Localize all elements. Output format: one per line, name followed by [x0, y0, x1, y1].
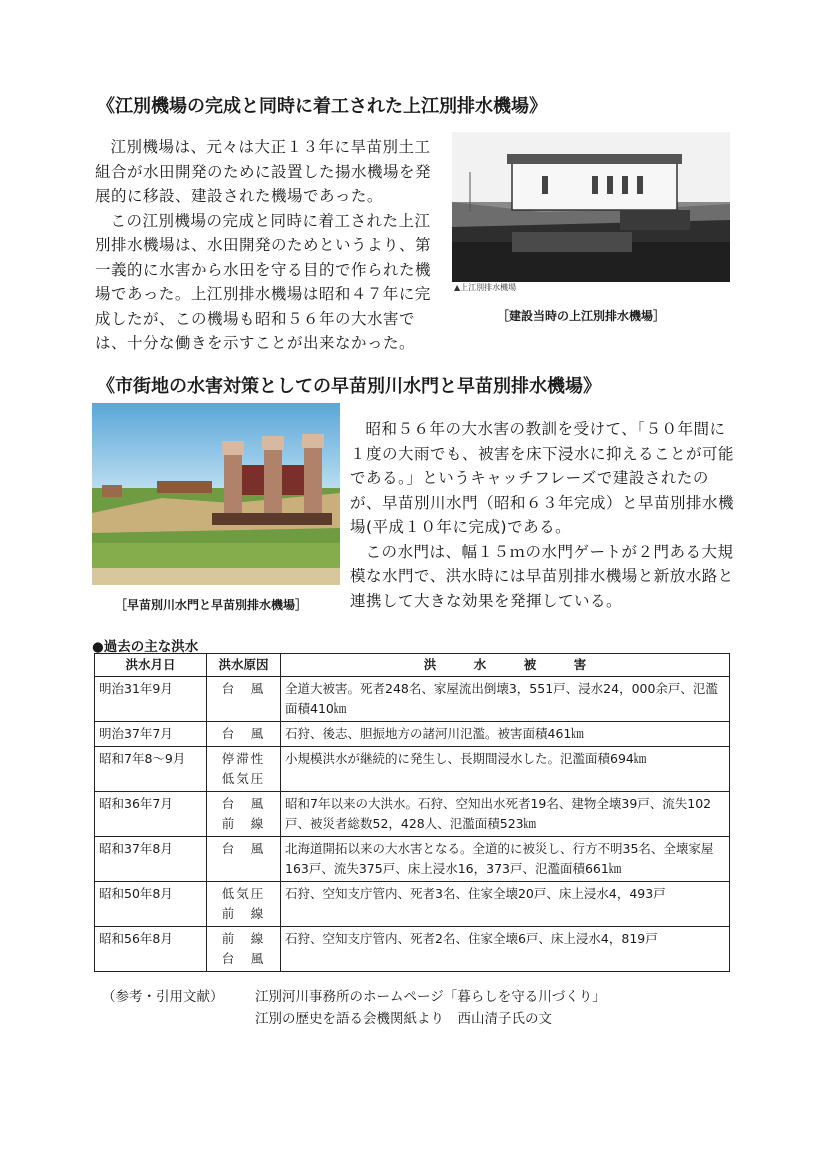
row-date: 昭和36年7月	[95, 792, 207, 837]
row-date: 明治31年9月	[95, 677, 207, 722]
references-label: （参考・引用文献）	[102, 989, 224, 1005]
section1-photo-caption: ［建設当時の上江別排水機場］	[497, 309, 666, 323]
upper-ebetsu-pump-station-photo	[452, 132, 730, 292]
table-row	[95, 747, 730, 792]
section2-text	[350, 417, 736, 613]
table-header-row	[95, 654, 730, 677]
section2-paragraph-2: この水門は、幅１５ｍの水門ゲートが２門ある大規模な水門で、洪水時には早苗別排水機場と新放水路と連携して大きな効果を発揮している。	[350, 542, 734, 610]
section1-paragraph-1: 江別機場は、元々は大正１３年に旱苗別土工組合が水田開発のために設置した揚水機場を発展的に移設、建設された機場であった。	[95, 138, 432, 205]
table-row	[95, 837, 730, 882]
table-row	[95, 722, 730, 747]
floods-title: ●過去の主な洪水	[92, 639, 199, 655]
row-damage: 石狩、後志、胆振地方の諸河川氾濫。被害面積461㎞	[281, 722, 730, 747]
row-damage: 小規模洪水が継続的に発生し、長期間浸水した。氾濫面積694㎞	[281, 747, 730, 792]
section1-text	[95, 135, 445, 356]
table-row	[95, 677, 730, 722]
references-line-1: 江別河川事務所のホームページ「暮らしを守る川づくり」	[255, 989, 606, 1005]
row-cause: 台 風 前 線	[207, 792, 281, 837]
flood-history-table	[94, 653, 730, 972]
row-damage: 北海道開拓以来の大水害となる。全道的に被災し、行方不明35名、全壊家屋163戸、流失375戸、床上浸水16，373戸、氾濫面積661㎞	[281, 837, 730, 882]
row-damage: 全道大被害。死者248名、家屋流出倒壊3，551戸、浸水24，000余戸、氾濫面積410㎞	[281, 677, 730, 722]
row-damage: 石狩、空知支庁管内、死者3名、住家全壊20戸、床上浸水4，493戸	[281, 882, 730, 927]
section2-heading: 《市街地の水害対策としての早苗別川水門と早苗別排水機場》	[97, 376, 601, 397]
row-cause: 停滞性 低気圧	[207, 747, 281, 792]
row-damage: 昭和7年以来の大洪水。石狩、空知出水死者19名、建物全壊39戸、流失102戸、被災者総数52，428人、氾濫面積523㎞	[281, 792, 730, 837]
header-damage: 洪 水 被 害	[281, 654, 730, 677]
sanaebetsu-gate-photo	[92, 403, 340, 585]
section1-heading: 《江別機場の完成と同時に着工された上江別排水機場》	[97, 96, 547, 117]
row-cause: 台 風	[207, 837, 281, 882]
header-date: 洪水月日	[95, 654, 207, 677]
row-date: 昭和56年8月	[95, 927, 207, 972]
section2-photo-caption: ［早苗別川水門と早苗別排水機場］	[115, 598, 308, 612]
row-cause: 前 線 台 風	[207, 927, 281, 972]
references-line-2: 江別の歴史を語る会機関紙より 西山清子氏の文	[255, 1011, 552, 1027]
table-row	[95, 792, 730, 837]
row-cause: 台 風	[207, 722, 281, 747]
section1-paragraph-2: この江別機場の完成と同時に着工された上江別排水機場は、水田開発のためというより、第一義的に水害から水田を守る目的で作られた機場であった。上江別排水機場は昭和４７年に完成したが、この機場も昭和５６年の大水害では、十分な働きを示すことが出来なかった。	[95, 211, 432, 352]
row-cause: 台 風	[207, 677, 281, 722]
row-date: 昭和37年8月	[95, 837, 207, 882]
row-date: 昭和50年8月	[95, 882, 207, 927]
section2-paragraph-1: 昭和５６年の大水害の教訓を受けて、「５０年間に１度の大雨でも、被害を床下浸水に抑えることが可能である。」というキャッチフレーズで建設されたのが、早苗別川水門（昭和６３年完成）と早苗別排水機場(平成１０年に完成)である。	[350, 420, 735, 536]
table-row	[95, 927, 730, 972]
row-cause: 低気圧 前 線	[207, 882, 281, 927]
header-cause: 洪水原因	[207, 654, 281, 677]
photo-inline-label: ▲上江別排水機場	[454, 283, 517, 292]
row-date: 昭和7年8～9月	[95, 747, 207, 792]
row-damage: 石狩、空知支庁管内、死者2名、住家全壊6戸、床上浸水4，819戸	[281, 927, 730, 972]
table-row	[95, 882, 730, 927]
row-date: 明治37年7月	[95, 722, 207, 747]
